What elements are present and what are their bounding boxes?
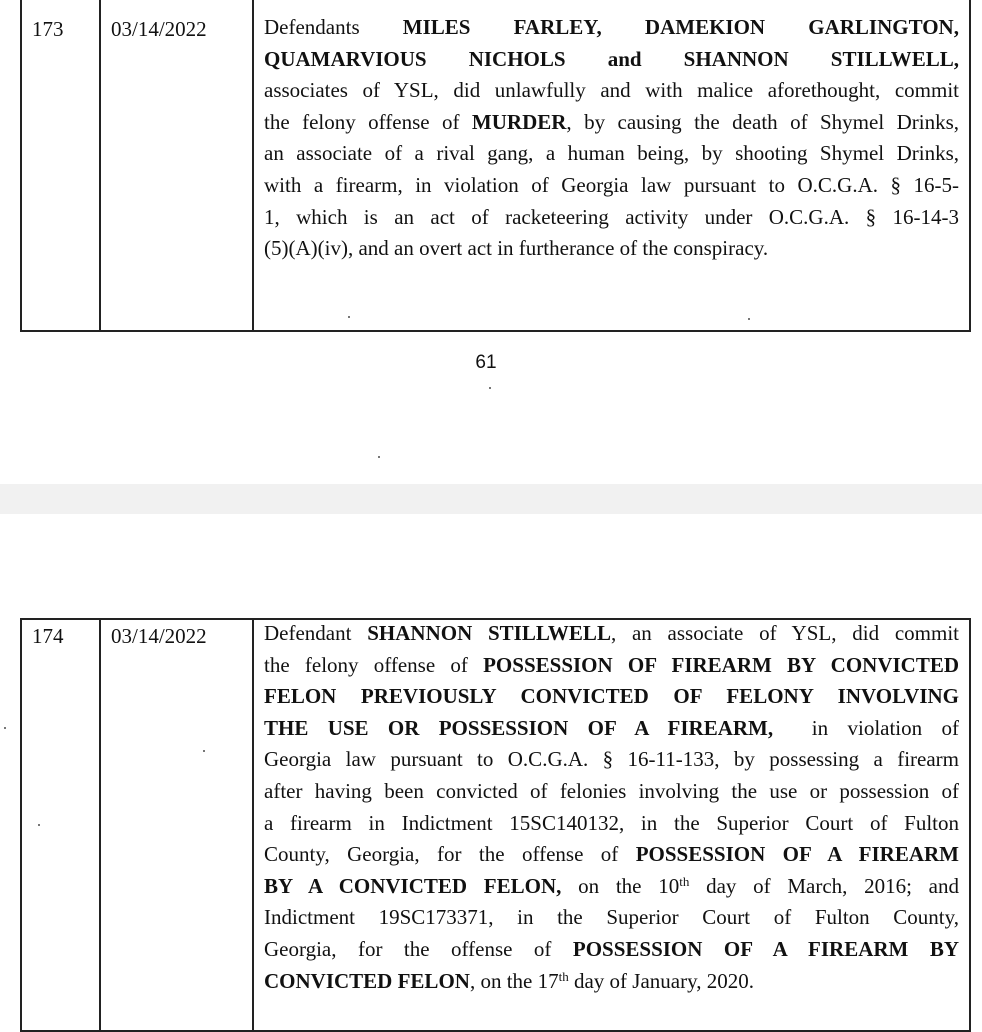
- table-border-left: [20, 0, 22, 331]
- description-line: [264, 233, 959, 265]
- scan-speck: [348, 316, 350, 318]
- description-text: MURDER: [471, 109, 567, 134]
- description-text: , by causing the death of Shymel Drinks,: [566, 109, 960, 134]
- table-border-bottom: [20, 330, 971, 332]
- page-bottom: [0, 514, 982, 1032]
- description-text: POSSESSION OF FIREARM BY CONVICTED: [483, 652, 959, 677]
- description-text: and: [607, 46, 642, 71]
- description-text: Georgia law pursuant to O.C.G.A. § 16-11-133, by possessing a firearm: [264, 747, 959, 772]
- description-line: [264, 107, 959, 139]
- description-line: [264, 966, 959, 998]
- description-line: [264, 713, 959, 745]
- table-border-left: [20, 618, 22, 1032]
- description-text: SHANNON STILLWELL: [367, 621, 611, 645]
- description-line: [264, 776, 959, 808]
- table-border-col1: [99, 0, 101, 331]
- description-text: FELON PREVIOUSLY CONVICTED OF FELONY INVOLVING: [264, 684, 959, 709]
- description-line: [264, 202, 959, 234]
- description-line: [264, 902, 959, 934]
- scan-speck: [4, 727, 6, 729]
- description-text: day of March, 2016; and: [689, 873, 960, 898]
- description-text: MILES FARLEY, DAMEKION GARLINGTON,: [402, 15, 959, 39]
- description-text: SHANNON STILLWELL,: [683, 46, 959, 71]
- description-line: [264, 138, 959, 170]
- description-text: POSSESSION OF A FIREARM: [635, 842, 959, 867]
- table-border-right: [969, 618, 971, 1032]
- table-border-bottom: [20, 1030, 971, 1032]
- description-text: [566, 47, 608, 71]
- description-line: [264, 681, 959, 713]
- scan-speck: [489, 387, 491, 389]
- page-top: [0, 0, 982, 484]
- description-line: [264, 650, 959, 682]
- description-text: THE USE OR POSSESSION OF A FIREARM,: [264, 715, 774, 740]
- description-line: [264, 75, 959, 107]
- scan-speck: [378, 456, 380, 458]
- description-text: [642, 47, 684, 71]
- description-line: [264, 170, 959, 202]
- scan-speck: [748, 318, 750, 320]
- description-text: the felony offense of: [264, 109, 472, 134]
- description-line: [264, 934, 959, 966]
- row-174-date: 03/14/2022: [111, 624, 207, 648]
- description-text: Georgia, for the offense of: [264, 936, 573, 961]
- description-line: [264, 744, 959, 776]
- description-text: CONVICTED FELON: [264, 968, 470, 993]
- description-line: [264, 44, 959, 76]
- description-text: (5)(A)(iv), and an overt act in furtherance of the conspiracy.: [264, 236, 769, 261]
- description-text: Defendant: [264, 621, 368, 645]
- description-text: , an associate of YSL, did commit: [610, 621, 959, 645]
- description-text: with a firearm, in violation of Georgia law pursuant to O.C.G.A. § 16-5-: [264, 172, 959, 197]
- description-text: associates of YSL, did unlawfully and with malice aforethought, commit: [264, 78, 959, 103]
- row-174-description: [264, 618, 959, 997]
- description-text: POSSESSION OF A FIREARM BY: [572, 936, 960, 961]
- description-text: QUAMARVIOUS NICHOLS: [264, 46, 566, 71]
- description-text: Defendants: [264, 15, 403, 39]
- description-text: an associate of a rival gang, a human being, by shooting Shymel Drinks,: [264, 141, 959, 166]
- description-text: th: [679, 873, 690, 889]
- description-text: 1, which is an act of racketeering activity under O.C.G.A. § 16-14-3: [264, 204, 959, 229]
- description-text: a firearm in Indictment 15SC140132, in the Superior Court of Fulton: [264, 810, 959, 835]
- table-border-col2: [252, 0, 254, 331]
- description-text: th: [558, 968, 569, 984]
- description-text: BY A CONVICTED FELON,: [264, 873, 562, 898]
- page-separator: [0, 484, 982, 514]
- page-number: 61: [475, 352, 497, 373]
- description-line: [264, 618, 959, 650]
- description-line: [264, 12, 959, 44]
- description-text: day of January, 2020.: [568, 968, 754, 993]
- row-173-date: 03/14/2022: [111, 17, 207, 41]
- scan-speck: [38, 824, 40, 826]
- description-text: on the 10: [561, 873, 680, 898]
- description-text: after having been convicted of felonies involving the use or possession of: [264, 778, 959, 803]
- description-text: the felony offense of: [264, 652, 484, 677]
- table-border-right: [969, 0, 971, 331]
- description-line: [264, 839, 959, 871]
- row-173-number: 173: [32, 17, 64, 41]
- description-line: [264, 871, 959, 903]
- table-border-col1: [99, 618, 101, 1032]
- row-174-number: 174: [32, 624, 64, 648]
- row-173-description: [264, 12, 959, 265]
- scan-speck: [203, 750, 205, 752]
- description-line: [264, 808, 959, 840]
- description-text: in violation of: [773, 715, 959, 740]
- description-text: , on the 17: [469, 968, 559, 993]
- description-text: County, Georgia, for the offense of: [264, 842, 636, 867]
- description-text: Indictment 19SC173371, in the Superior Court of Fulton County,: [264, 905, 959, 930]
- table-border-col2: [252, 618, 254, 1032]
